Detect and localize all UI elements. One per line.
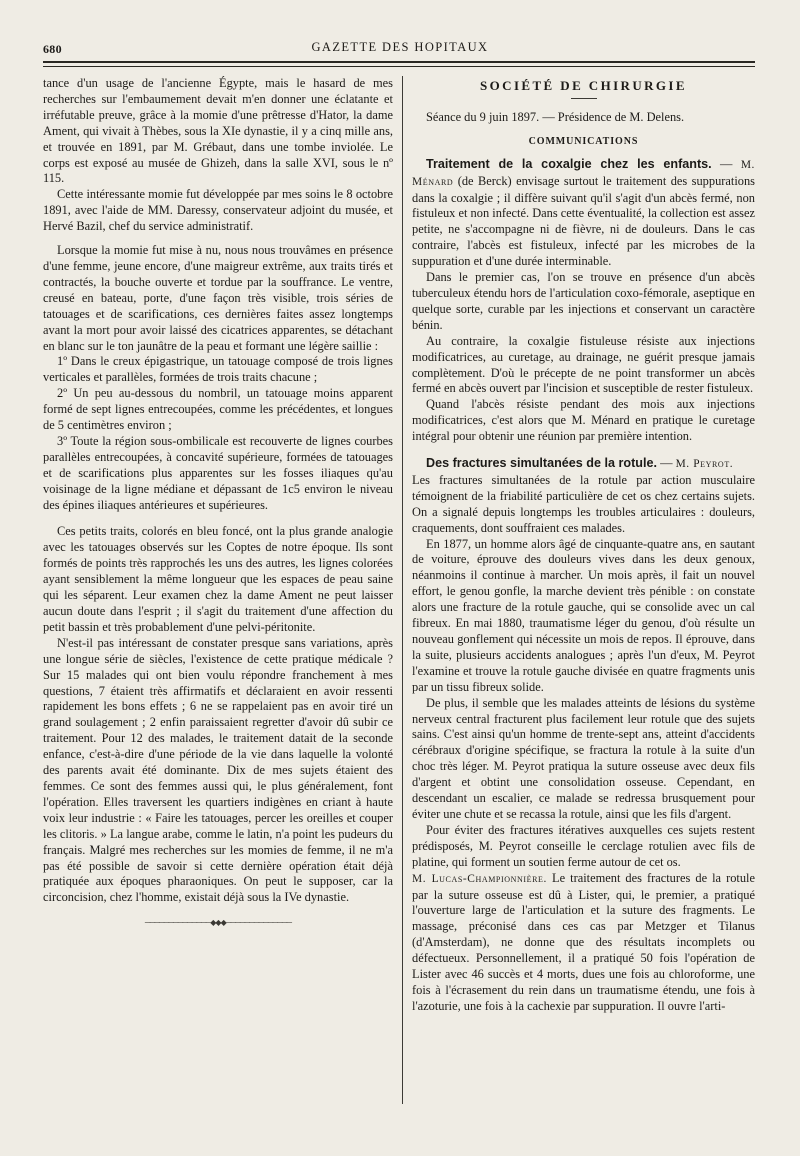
- article-paragraph: Traitement de la coxalgie chez les enfants. — M. Ménard (de Berck) envisage surtout le traitement des suppurations dans la coxalgie ; il diffère suivant qu'il s'agit d'un abcès fermé, non fistuleux et non infecté. Dans cette éventualité, la collection est assez petite, ne s'accompagne ni de fièvre, ni de douleurs. Dans le cas contraire, l'abcès est fistuleux, infecté par les microbes de la suppuration et d'une durée interminable.: [412, 156, 755, 269]
- paragraph: Cette intéressante momie fut développée par mes soins le 8 octobre 1891, avec l'aide de MM. Daressy, conservateur adjoint du musée, et Hervé Bazil, chef du service administratif.: [43, 187, 393, 234]
- end-of-article-rule: ──────────────◆◆◆──────────────: [144, 918, 292, 928]
- paragraph: Les fractures simultanées de la rotule par action musculaire témoignent de la friabilité particulière de cet os chez certains sujets. On a signalé depuis longtemps les troubles articulaires : douleurs, craquements, dont souffraient ces malades.: [412, 472, 755, 535]
- article-title: Des fractures simultanées de la rotule.: [426, 456, 657, 471]
- subsection-title: COMMUNICATIONS: [528, 135, 639, 147]
- column-divider: [402, 76, 403, 1104]
- paragraph: 1º Dans le creux épigastrique, un tatouage composé de trois lignes verticales et parallèles, formées de trois traits chacune ;: [43, 354, 393, 385]
- session-line: Séance du 9 juin 1897. — Présidence de M. Delens.: [426, 109, 685, 124]
- article-author: M. Peyrot.: [675, 458, 734, 471]
- paragraph: tance d'un usage de l'ancienne Égypte, mais le hasard de mes recherches sur l'embaumement devait m'en donner une éclatante et irréfutable preuve, grâce à la momie d'une prêtresse d'Hator, la dame Ament, qui vivait à Thèbes, sous la XIe dynastie, il y a cinq mille ans, et trouvée en 1891, par M. Grébaut, dans une tombe inviolée. Le corps est exposé au musée de Ghizeh, dans la salle XVI, sous le nº 115.: [43, 76, 393, 186]
- article-title: Traitement de la coxalgie chez les enfants.: [426, 156, 712, 171]
- article-paragraph: Des fractures simultanées de la rotule. — M. Peyrot.: [426, 456, 734, 471]
- running-head: GAZETTE DES HOPITAUX: [311, 40, 489, 54]
- article-author: M. Lucas-Championnière.: [412, 872, 547, 885]
- section-title: SOCIÉTÉ DE CHIRURGIE: [480, 78, 687, 93]
- header-rule-thin: [43, 66, 755, 67]
- paragraph: Dans le premier cas, l'on se trouve en présence d'un abcès tuberculeux étendu hors de l'articulation coxo-fémorale, aseptique en quelque sorte, curable par les injections et conservant un caractère bénin.: [412, 270, 755, 332]
- page-number: 680: [43, 42, 62, 56]
- paragraph: Ces petits traits, colorés en bleu foncé, ont la plus grande analogie avec les tatouages observés sur les Coptes de notre époque. Ils sont formés de points très rapprochés les uns des autres, les lignes colorées ayant sensiblement la même longueur que les espaces de peau saine qui les séparent. Leur examen chez la dame Ament ne peut laisser aucun doute dans l'esprit ; il s'agit du traitement d'une affection du petit bassin et très probablement d'une pelvi-péritonite.: [43, 524, 393, 634]
- left-column: [43, 76, 393, 927]
- paragraph: 2º Un peu au-dessous du nombril, un tatouage moins apparent formé de sept lignes entrecoupées, comme les précédentes, et longues de 5 centimètres environ ;: [43, 386, 393, 433]
- paragraph: Lorsque la momie fut mise à nu, nous nous trouvâmes en présence d'une femme, jeune encore, d'une maigreur extrême, aux traits tirés et contractés, la bouche ouverte et tordue par la souffrance. Le ventre, creusé en bateau, porte, d'une façon très visible, trois séries de tatouages et de scarifications, ces dernières faites assez longtemps avant la mort pour avoir laissé des cicatrices apparentes, se détachant en blanc sur le ton jaunâtre de la peau et formant une légère saillie :: [43, 243, 393, 353]
- paragraph: N'est-il pas intéressant de constater presque sans variations, après une longue série de siècles, l'existence de cette pratique médicale ? Sur 15 malades qui ont bien voulu répondre franchement à mes questions, 7 étaient très affirmatifs et déclaraient en avoir ressenti rapidement les bons effets ; 6 ne se rappelaient pas en avoir tiré un grand soulagement ; 2 enfin paraissaient regretter d'avoir dû subir ce traitement. Pour 12 des malades, le traitement datait de la seconde enfance, c'est-à-dire d'une période de la vie dans laquelle la volonté des parents avait été dominante. Dix de mes sujets étaient des femmes. Ce sont des femmes aussi qui, le plus généralement, font l'opération. Elles traversent les quartiers indigènes en criant à haute voix leur industrie : « Faire les tatouages, percer les oreilles et couper les clitoris. » La langue arabe, comme le latin, n'a point les pudeurs du français. Malgré mes recherches sur les momies de femme, il ne m'a pas été possible de savoir si cette dernière opération était déjà pratiquée aux époques pharaoniques. On peut le supposer, car la circoncision, chez l'homme, existait déjà sous la IVe dynastie.: [43, 635, 393, 905]
- page-header: [0, 34, 800, 62]
- paragraph: Pour éviter des fractures itératives auxquelles ces sujets restent prédisposés, M. Peyrot conseille le cerclage rotulien avec fils de platine, qui forment un soutien ferme autour de cet os.: [412, 822, 755, 869]
- article-author: M. Ménard: [412, 158, 755, 188]
- paragraph: 3º Toute la région sous-ombilicale est recouverte de lignes courbes parallèles entrecoupées, à concavité supérieure, formées de tatouages et de scarifications plus apparentes sur les fosses iliaques qu'au voisinage de la ligne médiane et dépassant de 1c5 environ le niveau des épines iliaques antérieures et supérieures.: [43, 433, 393, 512]
- section-rule: [571, 98, 597, 99]
- article-paragraph: M. Lucas-Championnière. Le traitement des fractures de la rotule par la suture osseuse est dû à Lister, qui, le premier, a pratiqué l'ouverture large de l'articulation et la suture des fragments. Le massage, préconisé dans ces cas par Metzger et Tilanus (d'Amsterdam), ne donne que des résultats incomplets ou défectueux. Personnellement, il a pratiqué 50 fois l'opération de Lister avec 46 succès et 4 morts, dues une fois au chloroforme, une fois à l'écrasement du rein dans un traumatisme étendu, une fois à l'azoturie, une fois à la cachexie par suppuration. Il ouvre l'arti-: [412, 870, 756, 1013]
- right-column: [412, 76, 755, 1015]
- header-rule-thick: [43, 61, 755, 63]
- paragraph: De plus, il semble que les malades atteints de lésions du système nerveux central fracturent plus facilement leur rotule que des sujets sains. C'est ainsi qu'un homme de trente-sept ans, atteint d'accidents cérébraux d'origine spécifique, se fractura la rotule à la suite d'un choc très léger. M. Peyrot pratiqua la suture osseuse avec deux fils d'argent et obtint une consolidation osseuse. Cependant, en descendant un escalier, ce malade se redressa brusquement pour éviter une chute et se recassa la rotule, ainsi que les fils d'argent.: [412, 695, 755, 821]
- paragraph: En 1877, un homme alors âgé de cinquante-quatre ans, en sautant de voiture, éprouve des douleurs vives dans les deux genoux, néanmoins il continue à marcher. Un mois après, il fait un nouvel effort, le genou gonfle, la marche devient très pénible : on constate alors une fracture de la rotule gauche, qui se consolide avec un cal fibreux. En mai 1880, traumatisme léger du genou, d'où résulte un nouveau gonflement qui nécessite un mois de repos. Il éprouve, dans la suite, plusieurs accidents analogues ; après l'un d'eux, M. Peyrot l'examine et trouve la rotule gauche divisée en quatre fragments unis par un tissu fibreux solide.: [412, 536, 755, 694]
- paragraph: Quand l'abcès résiste pendant des mois aux injections modificatrices, c'est alors que M. Ménard en pratique le curetage intégral pour obtenir une réunion par première intention.: [412, 397, 755, 444]
- paragraph: Au contraire, la coxalgie fistuleuse résiste aux injections modificatrices, au curetage, au drainage, ne guérit presque jamais complètement. D'où le précepte de ne point transformer un abcès fermé en abcès ouvert par l'incision et susceptible de rester fistuleux.: [412, 333, 755, 396]
